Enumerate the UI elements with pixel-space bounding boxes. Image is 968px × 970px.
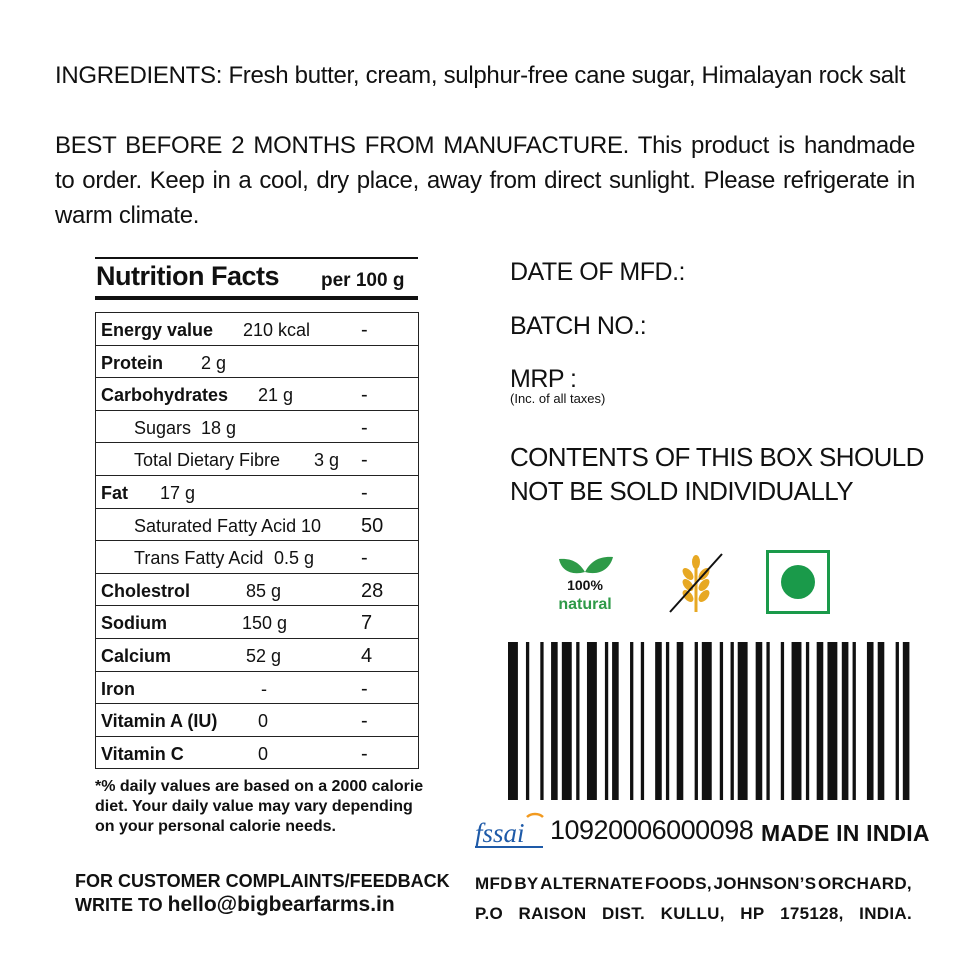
nutrition-row xyxy=(96,475,419,508)
nutrition-heavy-rule xyxy=(95,296,418,300)
date-of-mfd-label: DATE OF MFD.: xyxy=(510,258,685,286)
barcode-bar xyxy=(842,642,849,800)
barcode-bar xyxy=(903,642,910,800)
vegetarian-mark-icon xyxy=(766,550,830,614)
storage-instructions: BEST BEFORE 2 MONTHS FROM MANUFACTURE. This product is handmade to order. Keep in a cool, dry place, away from direct sunlight. Please refrigerate in warm climate. xyxy=(55,132,915,229)
barcode-bar xyxy=(853,642,856,800)
nutrient-name: Vitamin A (IU) xyxy=(101,711,218,732)
barcode-bar xyxy=(526,642,529,800)
ingredients-text: INGREDIENTS: Fresh butter, cream, sulphur-free cane sugar, Himalayan rock salt xyxy=(55,62,906,89)
barcode-bar xyxy=(867,642,874,800)
barcode-bar xyxy=(655,642,662,800)
nutrient-daily-value: - xyxy=(361,319,368,341)
contents-warning: CONTENTS OF THIS BOX SHOULD NOT BE SOLD INDIVIDUALLY xyxy=(510,442,924,506)
nutrient-amount: 85 g xyxy=(246,580,282,601)
barcode-bar xyxy=(666,642,669,800)
barcode-bar xyxy=(756,642,763,800)
contact-line-2 xyxy=(75,893,450,917)
nutrition-row xyxy=(96,704,419,737)
barcode-bar xyxy=(630,642,633,800)
customer-contact xyxy=(75,869,450,917)
manufacturer-word: BY xyxy=(514,874,539,893)
nutrition-cell xyxy=(96,410,419,443)
mrp-label: MRP : xyxy=(510,365,577,393)
nutrient-name: Saturated Fatty Acid xyxy=(134,515,297,536)
nutrient-daily-value: 50 xyxy=(361,514,384,537)
nutrition-cell xyxy=(96,443,419,476)
manufacturer-line-1 xyxy=(475,869,912,899)
nutrition-row xyxy=(96,573,419,606)
contact-email[interactable]: hello@bigbearfarms.in xyxy=(167,893,395,916)
nutrient-daily-value: - xyxy=(361,547,368,570)
barcode-bar xyxy=(827,642,837,800)
nutrient-name: Total Dietary Fibre xyxy=(134,450,281,471)
nutrition-cell xyxy=(96,736,419,769)
manufacturer-word: INDIA. xyxy=(859,904,912,923)
nutrient-name: Sugars xyxy=(134,417,192,438)
barcode-bar xyxy=(817,642,824,800)
barcode-bar xyxy=(641,642,644,800)
contact-line-1: FOR CUSTOMER COMPLAINTS/FEEDBACK xyxy=(75,871,450,891)
nutrition-row xyxy=(96,378,419,411)
nutrient-name: Vitamin C xyxy=(101,743,184,764)
vegetarian-dot xyxy=(781,565,815,599)
nutrient-amount: 210 kcal xyxy=(243,320,311,340)
barcode-bar xyxy=(806,642,809,800)
nutrition-row xyxy=(96,410,419,443)
barcode-bar xyxy=(605,642,608,800)
nutrition-row xyxy=(96,606,419,639)
nutrition-cell xyxy=(96,475,419,508)
nutrient-daily-value: 4 xyxy=(361,644,373,667)
manufacturer-word: MFD xyxy=(475,874,513,893)
nutrient-daily-value: - xyxy=(361,742,368,765)
barcode-bar xyxy=(695,642,698,800)
nutrition-serving-basis: per 100 g xyxy=(321,270,405,291)
nutrient-name: Protein xyxy=(101,352,164,373)
manufacturer-word: RAISON xyxy=(518,904,587,923)
nutrition-cell xyxy=(96,638,419,671)
fssai-logo-text: fssai xyxy=(475,818,525,848)
nutrition-table xyxy=(95,312,419,769)
nutrient-daily-value: - xyxy=(361,481,368,504)
barcode-bar xyxy=(508,642,518,800)
manufacturer-word: P.O xyxy=(475,904,503,923)
nutrient-amount: 2 g xyxy=(201,352,227,373)
barcode-bar xyxy=(878,642,885,800)
nutrient-amount: 3 g xyxy=(314,450,340,471)
nutrition-row xyxy=(96,508,419,541)
nutrient-amount: - xyxy=(261,678,267,699)
nutrition-row xyxy=(96,541,419,574)
nutrition-footnote: *% daily values are based on a 2000 calorie diet. Your daily value may vary depending on your personal calorie needs. xyxy=(95,778,424,835)
nutrition-cell xyxy=(96,671,419,704)
nutrient-name: Energy value xyxy=(101,320,214,340)
nutrient-name: Cholestrol xyxy=(101,580,191,601)
nutrient-amount: 17 g xyxy=(160,482,196,503)
nutrient-daily-value: - xyxy=(361,710,368,733)
natural-word: natural xyxy=(558,596,612,613)
barcode-bar xyxy=(766,642,769,800)
barcode-bar xyxy=(738,642,748,800)
barcode-bar xyxy=(540,642,543,800)
batch-number-label: BATCH NO.: xyxy=(510,312,647,340)
nutrient-amount: 10 xyxy=(301,515,322,536)
nutrient-name: Calcium xyxy=(101,645,172,666)
nutrient-amount: 18 g xyxy=(201,417,237,438)
nutrient-name: Fat xyxy=(101,482,128,503)
nutrient-daily-value: - xyxy=(361,416,368,439)
fssai-license-number: 10920006000098 xyxy=(550,815,754,845)
nutrition-cell xyxy=(96,541,419,574)
manufacturer-word: DIST. xyxy=(602,904,646,923)
nutrition-row xyxy=(96,313,419,346)
manufacturer-word: KULLU, xyxy=(660,904,725,923)
nutrition-cell xyxy=(96,704,419,737)
manufacturer-word: FOODS, xyxy=(644,874,712,893)
barcode-bar xyxy=(677,642,684,800)
nutrition-row xyxy=(96,638,419,671)
nutrition-cell xyxy=(96,345,419,378)
nutrient-name: Iron xyxy=(101,678,135,699)
nutrition-cell xyxy=(96,313,419,346)
nutrition-row xyxy=(96,443,419,476)
mrp-tax-note: (Inc. of all taxes) xyxy=(510,391,606,406)
barcode-bar xyxy=(576,642,579,800)
nutrition-title: Nutrition Facts xyxy=(96,261,280,291)
nutrient-daily-value: - xyxy=(361,384,368,407)
nutrient-daily-value: 28 xyxy=(361,579,384,602)
nutrition-row xyxy=(96,736,419,769)
nutrient-daily-value: 7 xyxy=(361,612,373,635)
manufacturer-word: ALTERNATE xyxy=(540,874,644,893)
natural-leaf-icon xyxy=(549,548,621,618)
barcode-bar xyxy=(896,642,899,800)
nutrition-row xyxy=(96,671,419,704)
barcode-bar xyxy=(587,642,597,800)
nutrient-name: Trans Fatty Acid xyxy=(134,548,264,569)
barcode xyxy=(508,642,910,800)
barcode-bar xyxy=(562,642,572,800)
nutrition-cell xyxy=(96,508,419,541)
manufacturer-address xyxy=(475,869,912,929)
gluten-free-wheat-icon xyxy=(667,552,725,614)
nutrition-cell xyxy=(96,573,419,606)
nutrient-name: Carbohydrates xyxy=(101,385,229,406)
barcode-bar xyxy=(551,642,558,800)
nutrient-amount: 52 g xyxy=(246,645,282,666)
nutrient-amount: 0.5 g xyxy=(274,548,315,569)
nutrient-amount: 21 g xyxy=(258,385,294,406)
nutrition-cell xyxy=(96,378,419,411)
natural-percent: 100% xyxy=(567,577,603,593)
barcode-bar xyxy=(731,642,734,800)
barcode-bar xyxy=(720,642,723,800)
manufacturer-word: HP xyxy=(740,904,765,923)
nutrient-amount: 150 g xyxy=(242,613,288,634)
made-in-india: MADE IN INDIA xyxy=(761,820,930,846)
nutrition-row xyxy=(96,345,419,378)
nutrient-name: Sodium xyxy=(101,613,167,634)
manufacturer-word: ORCHARD, xyxy=(817,874,912,893)
manufacturer-word: JOHNSON’S xyxy=(713,874,817,893)
manufacturer-word: 175128, xyxy=(780,904,844,923)
nutrition-cell xyxy=(96,606,419,639)
nutrient-daily-value: - xyxy=(361,449,368,472)
contact-prefix: WRITE TO xyxy=(75,895,168,915)
barcode-bar xyxy=(612,642,619,800)
fssai-logo-icon xyxy=(473,811,547,851)
barcode-bar xyxy=(702,642,712,800)
barcode-bar xyxy=(781,642,784,800)
nutrition-top-rule xyxy=(95,257,418,259)
manufacturer-line-2 xyxy=(475,899,912,929)
nutrient-amount: 0 xyxy=(258,743,269,764)
nutrient-daily-value: - xyxy=(361,677,368,700)
nutrient-amount: 0 xyxy=(258,711,269,732)
barcode-bar xyxy=(792,642,802,800)
